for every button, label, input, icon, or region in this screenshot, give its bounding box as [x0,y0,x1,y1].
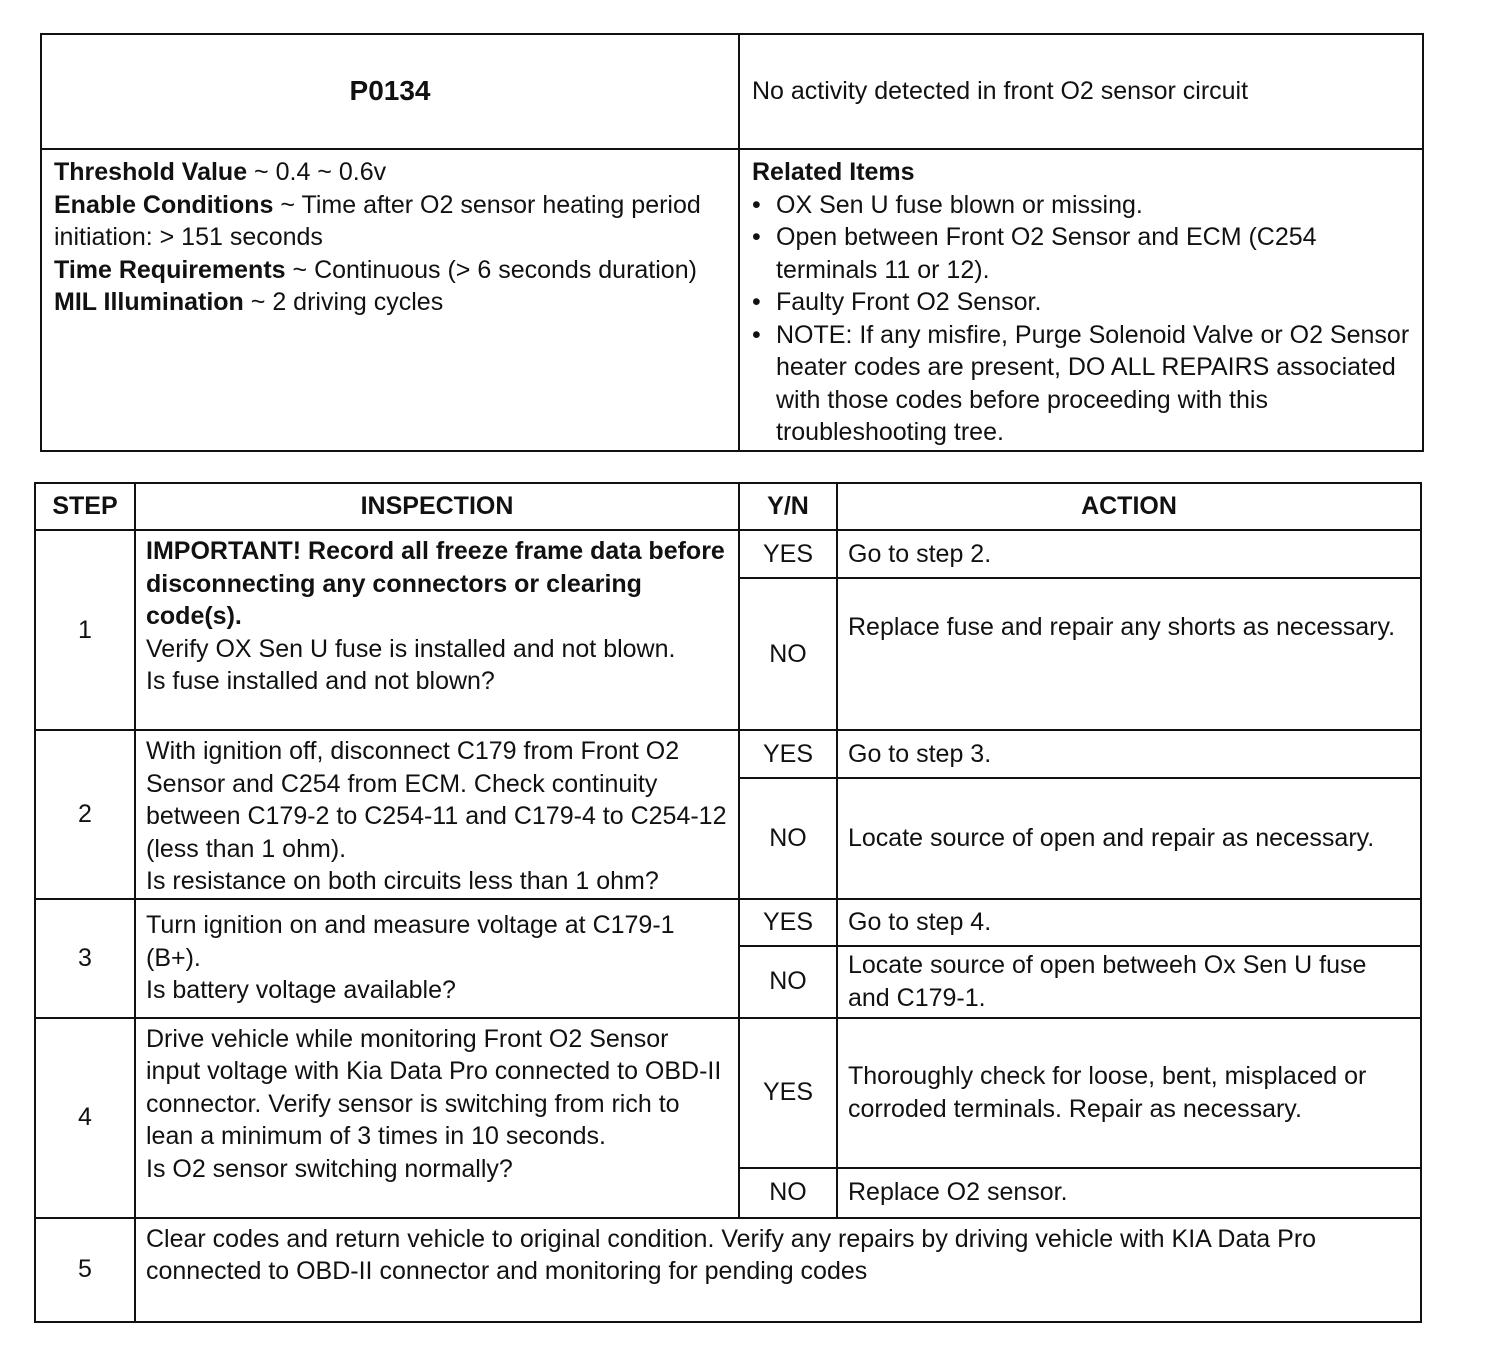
inspection-text: Turn ignition on and measure voltage at C179-1 (B+). [146,911,675,972]
step-inspection [135,899,739,1018]
table-header-row [35,483,1421,530]
no-label: NO [739,578,837,730]
condition-mil: MIL Illumination ~ 2 driving cycles [54,288,444,316]
related-item: • NOTE: If any misfire, Purge Solenoid Valve or O2 Sensor heater codes are present, DO ALL REPAIRS associated with those codes before proceeding with this troubleshooting tree. [752,319,1410,449]
troubleshooting-table [34,482,1422,1323]
related-items-title: Related Items [752,158,915,186]
condition-threshold: Threshold Value ~ 0.4 ~ 0.6v [54,158,387,186]
inspection-question: Is battery voltage available? [146,976,456,1005]
step-number: 5 [35,1218,135,1322]
dtc-description: No activity detected in front O2 sensor circuit [739,34,1423,149]
table-row [35,530,1421,578]
yes-action: Go to step 3. [837,730,1421,778]
condition-time: Time Requirements ~ Continuous (> 6 seconds duration) [54,255,697,284]
yes-label: YES [739,1018,837,1168]
dtc-code: P0134 [41,34,739,149]
inspection-question: Is O2 sensor switching normally? [146,1154,513,1183]
yes-action: Thoroughly check for loose, bent, misplaced or corroded terminals. Repair as necessary. [837,1018,1421,1168]
dtc-summary-table [40,33,1424,452]
step-inspection: Clear codes and return vehicle to original condition. Verify any repairs by driving vehicle with KIA Data Pro connected to OBD-II connector and monitoring for pending codes [135,1218,1421,1322]
inspection-question: Is fuse installed and not blown? [146,667,495,695]
yes-action: Go to step 2. [837,530,1421,578]
inspection-text: Verify OX Sen U fuse is installed and not blown. [146,634,676,663]
table-row [35,1218,1421,1322]
col-yn-header: Y/N [739,483,837,530]
col-inspection-header: INSPECTION [135,483,739,530]
related-item: • Faulty Front O2 Sensor. [752,286,1410,319]
no-action: Locate source of open and repair as necessary. [837,778,1421,898]
step-number: 4 [35,1018,135,1218]
inspection-text: With ignition off, disconnect C179 from Front O2 Sensor and C254 from ECM. Check continuity between C179-2 to C254-11 and C179-4 to C254-12 (less than 1 ohm). [146,737,727,863]
step-inspection [135,1018,739,1218]
yes-label: YES [739,730,837,778]
step-inspection [135,530,739,730]
no-label: NO [739,1168,837,1218]
col-action-header: ACTION [837,483,1421,530]
related-item: • Open between Front O2 Sensor and ECM (C254 terminals 11 or 12). [752,221,1410,286]
step-inspection [135,730,739,899]
no-label: NO [739,778,837,898]
col-step-header: STEP [35,483,135,530]
related-items-cell [739,149,1423,451]
table-row [35,730,1421,778]
no-action: Locate source of open betweeh Ox Sen U fuse and C179-1. [837,946,1421,1018]
related-item: • OX Sen U fuse blown or missing. [752,189,1410,222]
yes-action: Go to step 4. [837,899,1421,946]
dtc-details-row [41,149,1423,451]
related-items-list [752,189,1410,449]
dtc-header-row [41,34,1423,149]
no-action: Replace O2 sensor. [837,1168,1421,1218]
condition-enable: Enable Conditions ~ Time after O2 sensor heating period initiation: > 151 seconds [54,190,701,251]
step-number: 2 [35,730,135,899]
inspection-question: Is resistance on both circuits less than 1 ohm? [146,867,659,895]
no-action: Replace fuse and repair any shorts as necessary. [837,578,1421,730]
step-number: 1 [35,530,135,730]
table-row [35,1018,1421,1168]
yes-label: YES [739,530,837,578]
inspection-important: IMPORTANT! Record all freeze frame data before disconnecting any connectors or clearing code(s). [146,537,725,630]
no-label: NO [739,946,837,1018]
yes-label: YES [739,899,837,946]
step-number: 3 [35,899,135,1018]
table-row [35,899,1421,946]
conditions-cell [41,149,739,451]
inspection-text: Drive vehicle while monitoring Front O2 Sensor input voltage with Kia Data Pro connected to OBD-II connector. Verify sensor is switching from rich to lean a minimum of 3 times in 10 seconds. [146,1024,722,1150]
